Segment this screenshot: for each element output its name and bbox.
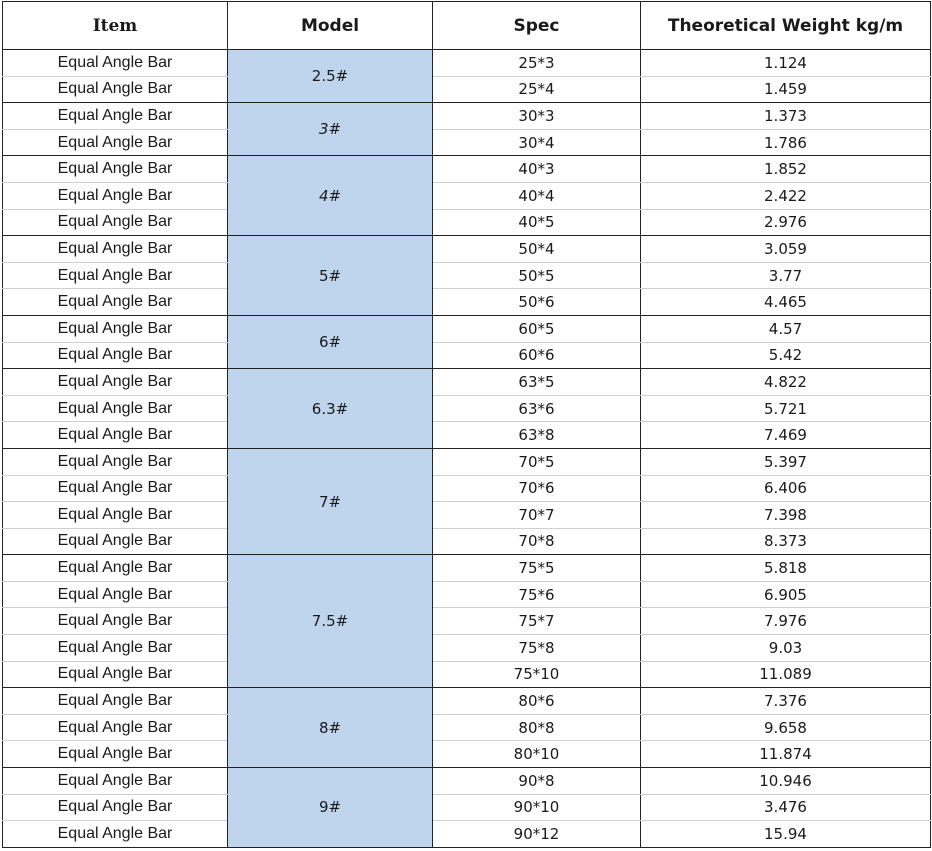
table-row [3, 236, 931, 263]
spec-cell: 90*12 [433, 821, 641, 848]
header-spec: Spec [433, 2, 641, 50]
spec-cell: 40*4 [433, 182, 641, 209]
item-cell: Equal Angle Bar [3, 262, 228, 289]
spec-cell: 60*5 [433, 315, 641, 342]
table-row [3, 688, 931, 715]
spec-cell: 30*4 [433, 129, 641, 156]
model-cell: 3# [228, 103, 433, 156]
weight-cell: 5.42 [641, 342, 931, 369]
table-row [3, 369, 931, 396]
item-cell: Equal Angle Bar [3, 156, 228, 183]
weight-cell: 3.77 [641, 262, 931, 289]
spec-cell: 70*6 [433, 475, 641, 502]
table-row [3, 448, 931, 475]
model-cell: 9# [228, 768, 433, 848]
item-cell: Equal Angle Bar [3, 714, 228, 741]
table-row [3, 581, 931, 608]
item-cell: Equal Angle Bar [3, 129, 228, 156]
table-row [3, 714, 931, 741]
weight-cell: 1.459 [641, 76, 931, 103]
spec-cell: 70*7 [433, 502, 641, 529]
table-row [3, 182, 931, 209]
spec-cell: 50*6 [433, 289, 641, 316]
weight-cell: 7.976 [641, 608, 931, 635]
table-body [3, 50, 931, 848]
model-cell: 7.5# [228, 555, 433, 688]
model-cell: 7# [228, 448, 433, 554]
spec-cell: 40*3 [433, 156, 641, 183]
weight-cell: 7.469 [641, 422, 931, 449]
item-cell: Equal Angle Bar [3, 528, 228, 555]
table-row [3, 502, 931, 529]
spec-cell: 63*5 [433, 369, 641, 396]
table-row [3, 156, 931, 183]
table-row [3, 794, 931, 821]
spec-cell: 30*3 [433, 103, 641, 130]
spec-cell: 75*10 [433, 661, 641, 688]
spec-cell: 70*5 [433, 448, 641, 475]
header-weight: Theoretical Weight kg/m [641, 2, 931, 50]
spec-cell: 90*8 [433, 768, 641, 795]
weight-cell: 3.476 [641, 794, 931, 821]
item-cell: Equal Angle Bar [3, 635, 228, 662]
item-cell: Equal Angle Bar [3, 422, 228, 449]
table-row [3, 50, 931, 77]
table-row [3, 555, 931, 582]
header-model: Model [228, 2, 433, 50]
item-cell: Equal Angle Bar [3, 236, 228, 263]
item-cell: Equal Angle Bar [3, 661, 228, 688]
item-cell: Equal Angle Bar [3, 76, 228, 103]
item-cell: Equal Angle Bar [3, 209, 228, 236]
item-cell: Equal Angle Bar [3, 608, 228, 635]
model-cell: 6# [228, 315, 433, 368]
item-cell: Equal Angle Bar [3, 182, 228, 209]
item-cell: Equal Angle Bar [3, 50, 228, 77]
item-cell: Equal Angle Bar [3, 502, 228, 529]
item-cell: Equal Angle Bar [3, 342, 228, 369]
spec-cell: 70*8 [433, 528, 641, 555]
weight-cell: 11.874 [641, 741, 931, 768]
table-row [3, 315, 931, 342]
model-cell: 8# [228, 688, 433, 768]
table-row [3, 821, 931, 848]
weight-cell: 10.946 [641, 768, 931, 795]
spec-cell: 50*5 [433, 262, 641, 289]
model-cell: 4# [228, 156, 433, 236]
item-cell: Equal Angle Bar [3, 821, 228, 848]
header-item: Item [3, 2, 228, 50]
item-cell: Equal Angle Bar [3, 289, 228, 316]
spec-cell: 60*6 [433, 342, 641, 369]
header-row [3, 2, 931, 50]
spec-cell: 25*3 [433, 50, 641, 77]
weight-cell: 9.03 [641, 635, 931, 662]
item-cell: Equal Angle Bar [3, 103, 228, 130]
table-row [3, 342, 931, 369]
table-row [3, 289, 931, 316]
table-row [3, 262, 931, 289]
weight-cell: 1.852 [641, 156, 931, 183]
table-row [3, 129, 931, 156]
table-row [3, 76, 931, 103]
weight-cell: 2.976 [641, 209, 931, 236]
weight-cell: 4.822 [641, 369, 931, 396]
spec-cell: 75*8 [433, 635, 641, 662]
table-row [3, 608, 931, 635]
model-cell: 5# [228, 236, 433, 316]
weight-cell: 6.905 [641, 581, 931, 608]
table-row [3, 635, 931, 662]
item-cell: Equal Angle Bar [3, 555, 228, 582]
weight-cell: 7.398 [641, 502, 931, 529]
spec-cell: 25*4 [433, 76, 641, 103]
weight-cell: 8.373 [641, 528, 931, 555]
spec-cell: 80*6 [433, 688, 641, 715]
spec-cell: 40*5 [433, 209, 641, 236]
table-row [3, 475, 931, 502]
weight-cell: 4.465 [641, 289, 931, 316]
item-cell: Equal Angle Bar [3, 794, 228, 821]
weight-cell: 3.059 [641, 236, 931, 263]
spec-cell: 75*6 [433, 581, 641, 608]
weight-cell: 11.089 [641, 661, 931, 688]
model-cell: 2.5# [228, 50, 433, 103]
spec-cell: 75*5 [433, 555, 641, 582]
item-cell: Equal Angle Bar [3, 448, 228, 475]
weight-cell: 1.786 [641, 129, 931, 156]
spec-cell: 50*4 [433, 236, 641, 263]
weight-cell: 2.422 [641, 182, 931, 209]
spec-cell: 80*8 [433, 714, 641, 741]
table-row [3, 209, 931, 236]
item-cell: Equal Angle Bar [3, 395, 228, 422]
item-cell: Equal Angle Bar [3, 315, 228, 342]
item-cell: Equal Angle Bar [3, 369, 228, 396]
angle-bar-weight-table [2, 1, 931, 848]
spec-cell: 63*6 [433, 395, 641, 422]
table-row [3, 395, 931, 422]
table-row [3, 741, 931, 768]
model-cell: 6.3# [228, 369, 433, 449]
weight-cell: 9.658 [641, 714, 931, 741]
weight-cell: 5.397 [641, 448, 931, 475]
weight-cell: 1.124 [641, 50, 931, 77]
spec-cell: 75*7 [433, 608, 641, 635]
weight-cell: 5.818 [641, 555, 931, 582]
item-cell: Equal Angle Bar [3, 475, 228, 502]
weight-cell: 7.376 [641, 688, 931, 715]
table-row [3, 528, 931, 555]
weight-cell: 1.373 [641, 103, 931, 130]
weight-cell: 6.406 [641, 475, 931, 502]
weight-cell: 4.57 [641, 315, 931, 342]
weight-cell: 5.721 [641, 395, 931, 422]
item-cell: Equal Angle Bar [3, 768, 228, 795]
weight-cell: 15.94 [641, 821, 931, 848]
spec-cell: 90*10 [433, 794, 641, 821]
table-row [3, 768, 931, 795]
item-cell: Equal Angle Bar [3, 741, 228, 768]
item-cell: Equal Angle Bar [3, 581, 228, 608]
table-row [3, 661, 931, 688]
table-row [3, 422, 931, 449]
spec-cell: 80*10 [433, 741, 641, 768]
item-cell: Equal Angle Bar [3, 688, 228, 715]
spec-cell: 63*8 [433, 422, 641, 449]
table-row [3, 103, 931, 130]
